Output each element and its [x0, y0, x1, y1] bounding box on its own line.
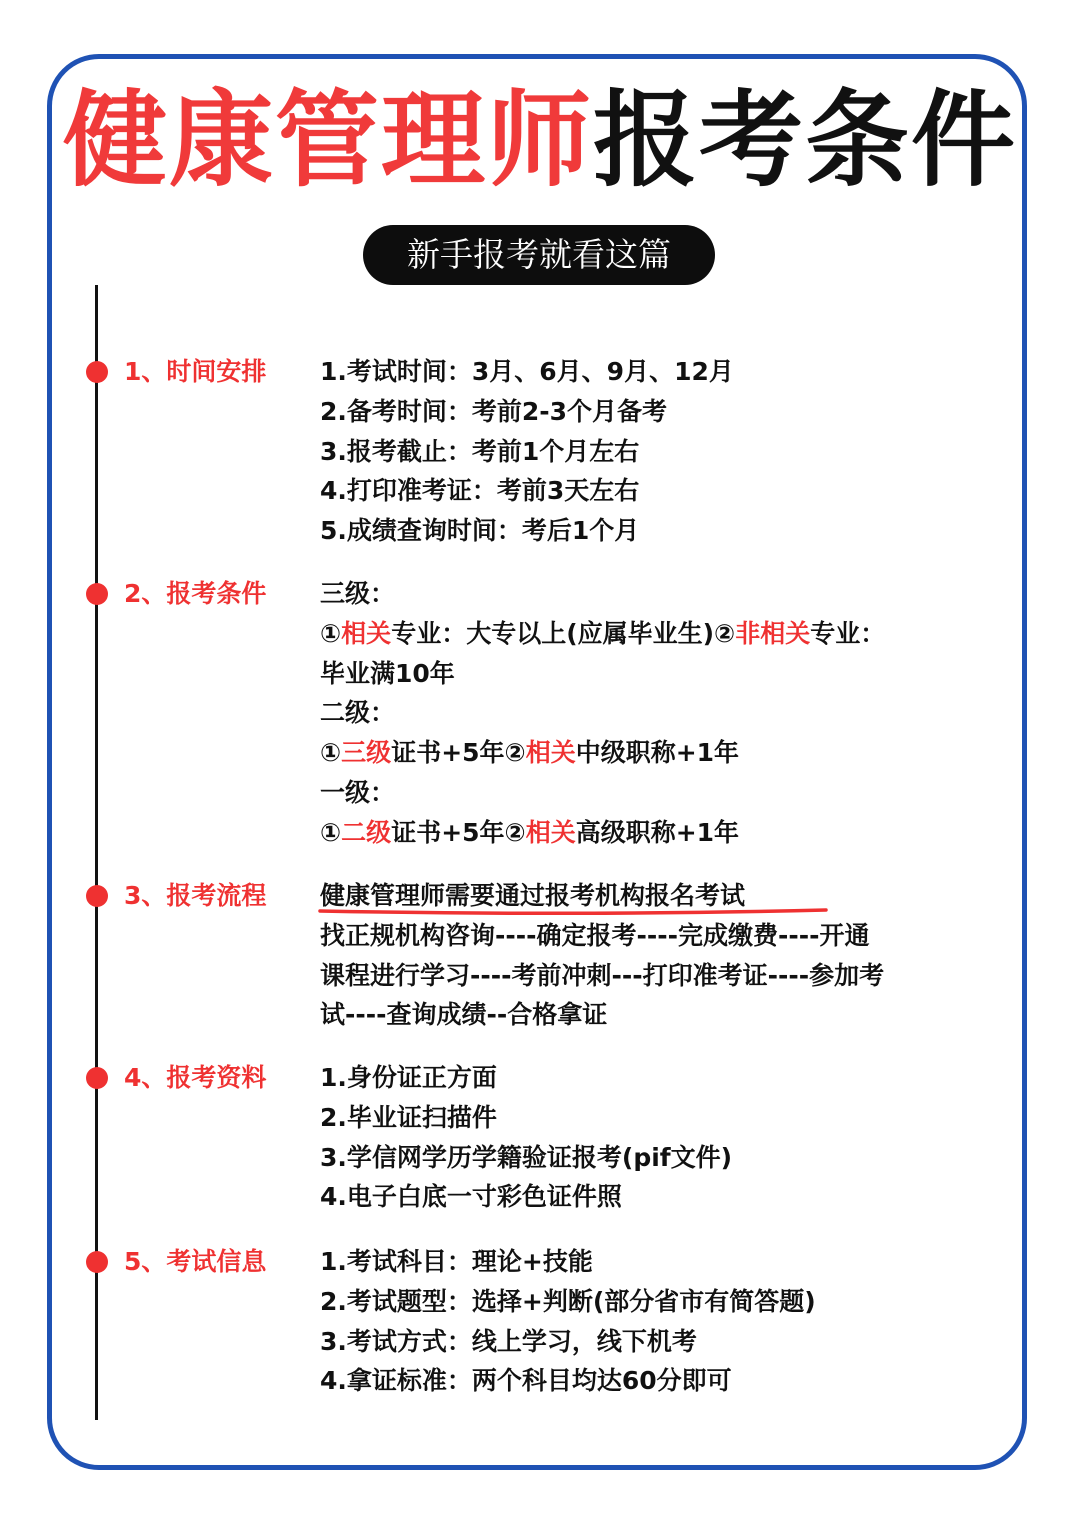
list-item: 3.报考截止：考前1个月左右 — [320, 436, 640, 466]
list-item: 1.身份证正方面 — [320, 1063, 497, 1092]
section-body-process — [320, 876, 1000, 1035]
list-item: 4.电子白底一寸彩色证件照 — [320, 1182, 622, 1212]
text: 专业：大专以上(应属毕业生)② — [391, 618, 736, 648]
list-item: 1.考试时间：3月、6月、9月、12月 — [320, 357, 734, 386]
section-heading-process: 3、报考流程 — [124, 881, 267, 910]
text: 证书+5年② — [391, 738, 526, 768]
list-item: 3.学信网学历学籍验证报考(pif文件) — [320, 1142, 733, 1172]
marker: ① — [320, 738, 342, 768]
section-heading-exam-info: 5、考试信息 — [124, 1247, 267, 1276]
marker: ① — [320, 817, 342, 847]
process-flow-line: 课程进行学习----考前冲刺---打印准考证----参加考 — [320, 960, 885, 990]
red-underline-stroke — [318, 907, 828, 915]
list-item: 1.考试科目：理论+技能 — [320, 1247, 593, 1276]
section-body-eligibility — [320, 574, 1000, 853]
timeline-dot-4 — [86, 1067, 108, 1089]
process-lead: 健康管理师需要通过报考机构报名考试 — [320, 881, 746, 910]
highlight-unrelated: 非相关 — [735, 618, 811, 648]
list-item: 3.考试方式：线上学习，线下机考 — [320, 1326, 697, 1356]
level2-label: 二级： — [320, 698, 396, 728]
list-item: 2.考试题型：选择+判断(部分省市有简答题) — [320, 1286, 816, 1316]
highlight-level3: 三级 — [341, 738, 392, 768]
list-item: 4.拿证标准：两个科目均达60分即可 — [320, 1366, 732, 1396]
process-flow-line: 试----查询成绩--合格拿证 — [320, 1000, 608, 1030]
text: 专业： — [810, 618, 886, 648]
timeline-dot-3 — [86, 885, 108, 907]
section-heading-eligibility: 2、报考条件 — [124, 579, 267, 608]
level1-requirements — [320, 813, 1000, 853]
title-black-part: 报考条件 — [593, 79, 1018, 201]
level3-requirements — [320, 614, 1000, 654]
list-item: 2.备考时间：考前2-3个月备考 — [320, 396, 668, 426]
highlight-related: 相关 — [525, 817, 576, 847]
text: 中级职称+1年 — [575, 738, 740, 768]
timeline-dot-1 — [86, 361, 108, 383]
page-title — [0, 80, 1080, 200]
level3-label: 三级： — [320, 579, 396, 608]
level2-requirements — [320, 733, 1000, 773]
timeline-dot-2 — [86, 583, 108, 605]
title-red-part: 健康管理师 — [62, 79, 593, 201]
text: 证书+5年② — [391, 817, 526, 847]
timeline-line — [95, 285, 98, 1420]
section-heading-schedule: 1、时间安排 — [124, 357, 267, 386]
subtitle-badge: 新手报考就看这篇 — [363, 225, 715, 285]
section-heading-documents: 4、报考资料 — [124, 1063, 267, 1092]
section-body-schedule — [320, 352, 1000, 551]
highlight-related: 相关 — [525, 738, 576, 768]
highlight-related: 相关 — [341, 618, 392, 648]
highlight-level2: 二级 — [341, 817, 392, 847]
marker: ① — [320, 618, 342, 648]
level1-label: 一级： — [320, 777, 396, 807]
section-body-documents — [320, 1058, 1000, 1217]
timeline-dot-5 — [86, 1251, 108, 1273]
section-body-exam-info — [320, 1242, 1000, 1401]
level3-requirements-cont: 毕业满10年 — [320, 658, 455, 688]
list-item: 4.打印准考证：考前3天左右 — [320, 476, 640, 506]
list-item: 2.毕业证扫描件 — [320, 1102, 497, 1132]
process-flow-line: 找正规机构咨询----确定报考----完成缴费----开通 — [320, 920, 870, 950]
list-item: 5.成绩查询时间：考后1个月 — [320, 516, 640, 546]
text: 高级职称+1年 — [575, 817, 740, 847]
